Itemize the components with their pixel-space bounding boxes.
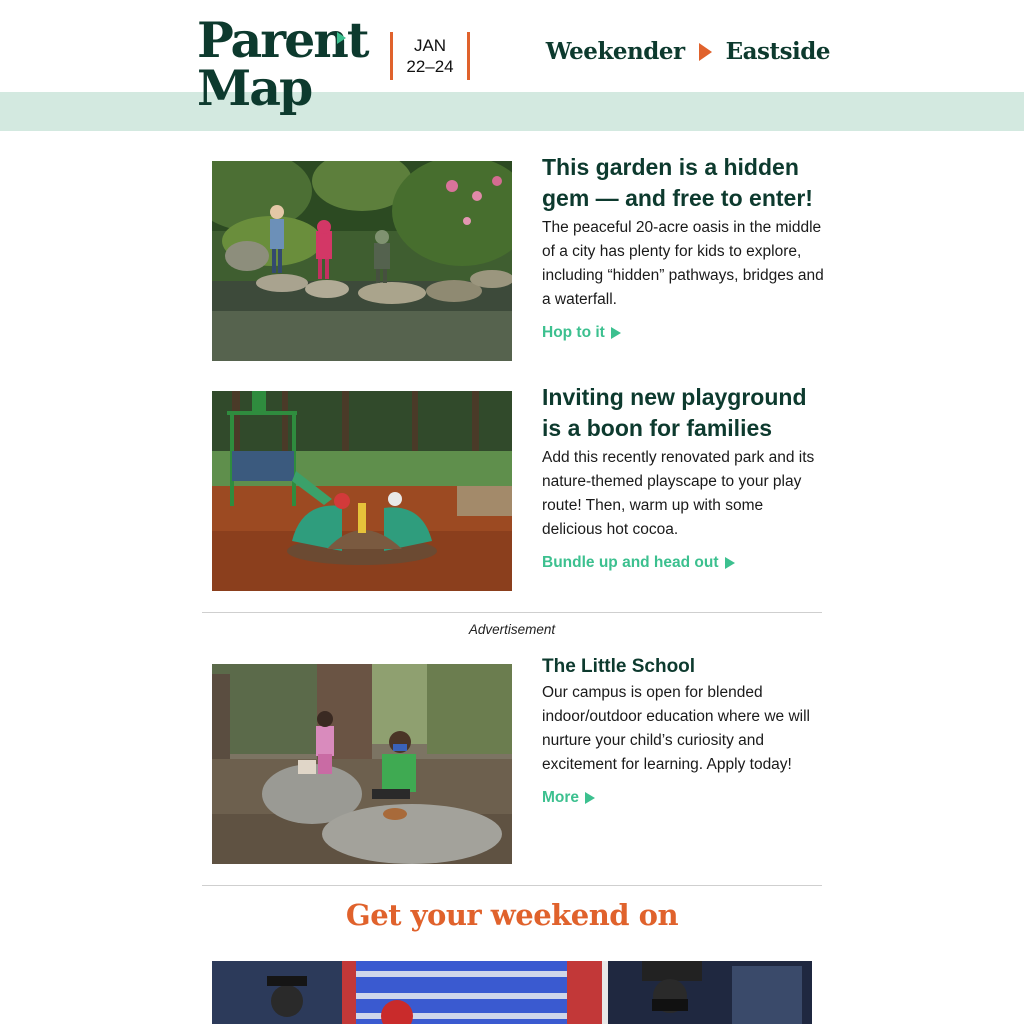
triangle-right-icon — [699, 43, 712, 61]
garden-photo[interactable] — [212, 161, 512, 361]
edition-region: Eastside — [725, 38, 830, 65]
section-heading: Get your weekend on — [345, 898, 679, 932]
divider — [202, 612, 822, 613]
ad-little-school — [212, 656, 824, 864]
issue-date-month: JAN — [413, 36, 447, 55]
ad-little-school-text — [542, 655, 824, 807]
story-playground-text — [542, 382, 824, 572]
logo-play-icon — [337, 32, 346, 44]
story-body: The peaceful 20-acre oasis in the middle of a city has plenty for kids to explore, including “hidden” pathways, bridges and a waterfall. — [542, 219, 824, 308]
story-garden — [212, 154, 824, 361]
cta-label: More — [542, 789, 580, 806]
issue-date — [390, 32, 470, 80]
divider — [202, 885, 822, 886]
logo-line-parent: Parent — [197, 11, 368, 69]
story-title[interactable]: This garden is a hidden gem — and free to enter! — [542, 154, 813, 211]
play-arrow-icon — [585, 792, 595, 804]
logo-line-map: Map — [197, 59, 312, 117]
hop-to-it-link[interactable] — [542, 324, 621, 342]
edition-name: Weekender — [545, 38, 685, 65]
header-band — [0, 92, 1024, 131]
playground-photo[interactable] — [212, 391, 512, 591]
story-title[interactable]: Inviting new playground is a boon for families — [542, 384, 807, 441]
more-link[interactable] — [542, 789, 595, 807]
cta-label: Bundle up and head out — [542, 554, 719, 571]
play-arrow-icon — [611, 327, 621, 339]
story-body: Add this recently renovated park and its nature-themed playscape to your play route! Then, warm up with some delicious hot cocoa. — [542, 449, 815, 538]
bundle-up-link[interactable] — [542, 554, 735, 572]
ad-body: Our campus is open for blended indoor/outdoor education where we will nurture your child’s curiosity and excitement for learning. Apply today! — [542, 684, 810, 773]
parentmap-logo[interactable] — [197, 11, 368, 120]
cta-label: Hop to it — [542, 324, 605, 341]
play-arrow-icon — [725, 557, 735, 569]
edition-title — [546, 38, 830, 65]
little-school-photo[interactable] — [212, 664, 512, 864]
issue-date-days: 22–24 — [406, 57, 454, 76]
ad-title[interactable]: The Little School — [542, 656, 696, 677]
story-playground — [212, 384, 824, 591]
story-garden-text — [542, 152, 824, 342]
feature-photo[interactable] — [212, 961, 812, 1024]
advertisement-label: Advertisement — [468, 622, 556, 637]
